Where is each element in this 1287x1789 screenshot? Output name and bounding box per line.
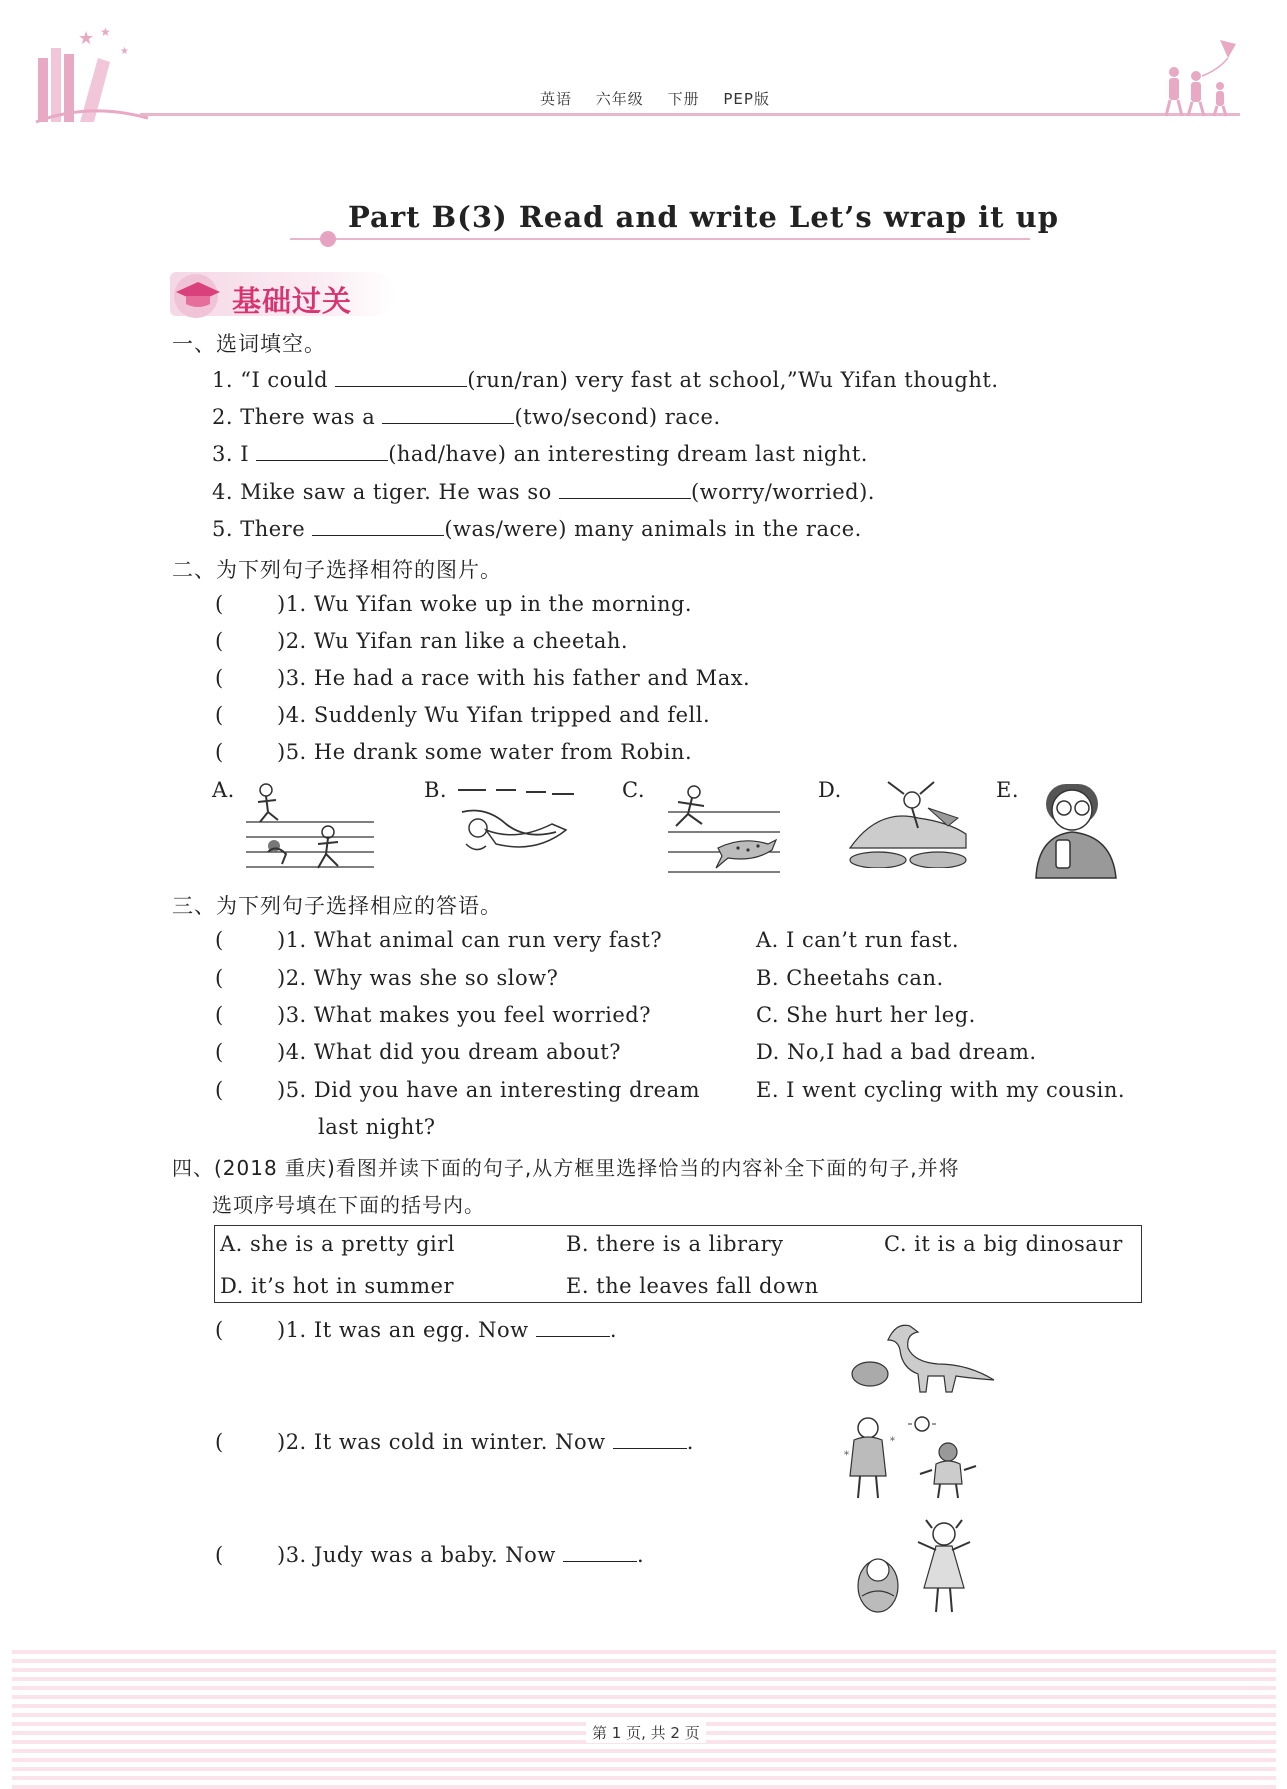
picture-b-fall-icon (456, 784, 576, 864)
footer-band (12, 1650, 1276, 1789)
s1-item-5-post: (was/were) many animals in the race. (444, 517, 862, 541)
page-number: 第 1 页, 共 2 页 (586, 1722, 706, 1743)
s4-item-2-text: )2. It was cold in winter. Now (277, 1430, 613, 1454)
s4-paren-1[interactable]: ( (215, 1318, 224, 1342)
pic-label-c: C. (622, 778, 645, 802)
s2-paren-3[interactable]: ( (215, 666, 224, 690)
svg-text:*: * (844, 1450, 849, 1461)
svg-text:★: ★ (78, 28, 95, 49)
s1-item-5-blank[interactable] (312, 534, 444, 536)
header-text (540, 88, 788, 109)
section4-heading-line2: 选项序号填在下面的括号内。 (212, 1193, 485, 1217)
title-dot (320, 231, 336, 247)
s4-option-c: C. it is a big dinosaur (884, 1232, 1123, 1256)
picture-e-robin-icon (1028, 780, 1124, 880)
title-rule (290, 238, 1030, 240)
s1-item-2 (212, 405, 721, 429)
s3-paren-2[interactable]: ( (215, 966, 224, 990)
s3-question-4: )4. What did you dream about? (277, 1040, 621, 1064)
s1-item-4 (212, 480, 875, 504)
s1-item-5-pre: 5. There (212, 517, 313, 541)
picture-c-cheetah-icon (668, 784, 780, 874)
s4-item-3-blank[interactable] (563, 1560, 637, 1562)
s2-item-4: )4. Suddenly Wu Yifan tripped and fell. (277, 703, 711, 727)
s4-paren-3[interactable]: ( (215, 1543, 224, 1567)
s1-item-1-post: (run/ran) very fast at school,”Wu Yifan thought. (467, 368, 999, 392)
banner-label: 基础过关 (232, 284, 353, 318)
s3-answer-b: B. Cheetahs can. (756, 966, 944, 990)
s3-paren-4[interactable]: ( (215, 1040, 224, 1064)
picture-a-race-icon (246, 782, 374, 872)
section2-heading: 二、为下列句子选择相符的图片。 (172, 558, 502, 582)
header-children-kite-icon (1158, 36, 1248, 120)
s4-paren-2[interactable]: ( (215, 1430, 224, 1454)
s3-question-3: )3. What makes you feel worried? (277, 1003, 651, 1027)
s4-item-3 (277, 1543, 644, 1567)
s1-item-4-post: (worry/worried). (690, 480, 875, 504)
header-volume: 下册 (667, 90, 700, 108)
s4-item-3-period: . (636, 1543, 645, 1567)
s4-option-a: A. she is a pretty girl (220, 1232, 456, 1256)
s1-item-1-blank[interactable] (335, 385, 467, 387)
s1-item-1-pre: 1. “I could (212, 368, 336, 392)
s3-answer-d: D. No,I had a bad dream. (756, 1040, 1037, 1064)
s3-paren-5[interactable]: ( (215, 1078, 224, 1102)
s3-paren-1[interactable]: ( (215, 928, 224, 952)
pic-label-d: D. (818, 778, 842, 802)
header-subject: 英语 (540, 90, 573, 108)
egg-dinosaur-icon (848, 1318, 996, 1394)
svg-text:*: * (890, 1436, 895, 1447)
header-logo-icon (28, 18, 158, 130)
s1-item-2-blank[interactable] (382, 422, 514, 424)
s2-paren-5[interactable]: ( (215, 740, 224, 764)
graduation-cap-icon (170, 270, 226, 318)
s1-item-3-blank[interactable] (256, 459, 388, 461)
s4-option-b: B. there is a library (566, 1232, 784, 1256)
s4-item-1-period: . (609, 1318, 618, 1342)
section1-heading: 一、选词填空。 (172, 332, 326, 356)
s4-item-1-blank[interactable] (536, 1335, 610, 1337)
s2-item-5: )5. He drank some water from Robin. (277, 740, 693, 764)
s2-item-1: )1. Wu Yifan woke up in the morning. (277, 592, 693, 616)
s4-option-d: D. it’s hot in summer (220, 1274, 455, 1298)
s3-question-5-cont: last night? (318, 1115, 436, 1139)
pic-label-b: B. (424, 778, 448, 802)
s2-paren-4[interactable]: ( (215, 703, 224, 727)
pic-label-a: A. (212, 778, 235, 802)
s1-item-2-post: (two/second) race. (514, 405, 721, 429)
page-title: Part B(3) Read and write Let’s wrap it up (348, 200, 1060, 234)
s2-paren-1[interactable]: ( (215, 592, 224, 616)
s1-item-4-blank[interactable] (559, 497, 691, 499)
s2-item-3: )3. He had a race with his father and Max. (277, 666, 751, 690)
picture-d-wake-up-icon (848, 778, 968, 868)
s4-item-1-text: )1. It was an egg. Now (277, 1318, 536, 1342)
s3-question-5: )5. Did you have an interesting dream (277, 1078, 701, 1102)
s1-item-5 (212, 517, 862, 541)
s3-answer-a: A. I can’t run fast. (756, 928, 960, 952)
s2-paren-2[interactable]: ( (215, 629, 224, 653)
svg-text:★: ★ (100, 25, 111, 39)
svg-text:★: ★ (120, 46, 129, 57)
winter-summer-icon (840, 1414, 980, 1500)
s4-item-3-text: )3. Judy was a baby. Now (277, 1543, 563, 1567)
s1-item-3 (212, 442, 868, 466)
s1-item-3-pre: 3. I (212, 442, 257, 466)
s4-item-1 (277, 1318, 617, 1342)
s1-item-4-pre: 4. Mike saw a tiger. He was so (212, 480, 559, 504)
s3-answer-c: C. She hurt her leg. (756, 1003, 976, 1027)
s4-item-2-blank[interactable] (613, 1447, 687, 1449)
s3-question-2: )2. Why was she so slow? (277, 966, 559, 990)
header-edition: PEP版 (723, 90, 770, 108)
s1-item-2-pre: 2. There was a (212, 405, 383, 429)
s1-item-3-post: (had/have) an interesting dream last night. (388, 442, 868, 466)
header-rule (140, 113, 1240, 116)
pic-label-e: E. (996, 778, 1020, 802)
s4-option-e: E. the leaves fall down (566, 1274, 819, 1298)
s4-item-2-period: . (686, 1430, 694, 1454)
baby-girl-icon (852, 1516, 982, 1620)
s3-paren-3[interactable]: ( (215, 1003, 224, 1027)
s3-question-1: )1. What animal can run very fast? (277, 928, 663, 952)
s1-item-1 (212, 368, 999, 392)
s4-item-2 (277, 1430, 694, 1454)
header-grade: 六年级 (595, 90, 644, 108)
s3-answer-e: E. I went cycling with my cousin. (756, 1078, 1126, 1102)
s2-item-2: )2. Wu Yifan ran like a cheetah. (277, 629, 629, 653)
section3-heading: 三、为下列句子选择相应的答语。 (172, 894, 502, 918)
section4-heading-line1: 四、(2018 重庆)看图并读下面的句子,从方框里选择恰当的内容补全下面的句子,并将 (172, 1156, 960, 1180)
